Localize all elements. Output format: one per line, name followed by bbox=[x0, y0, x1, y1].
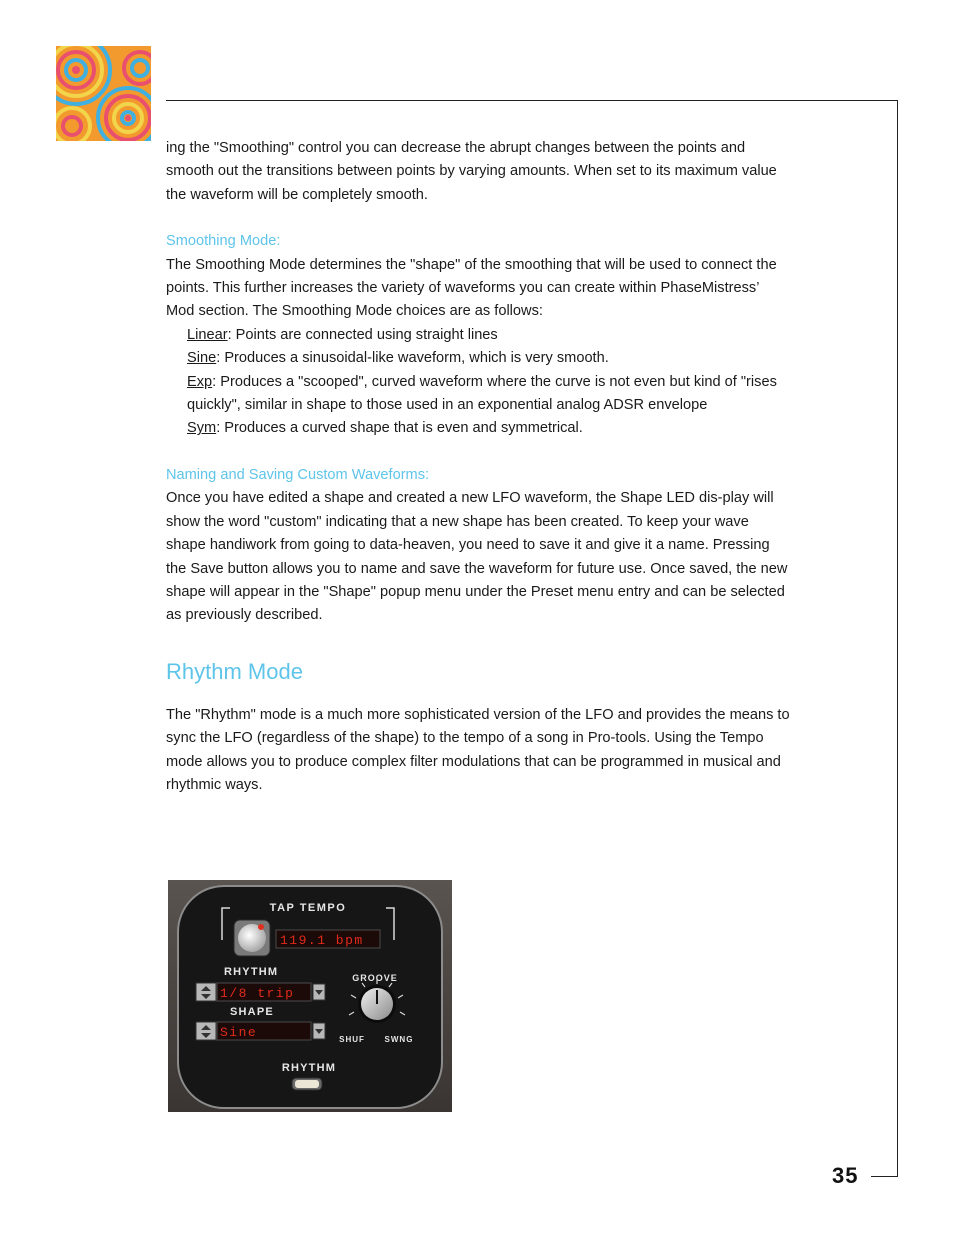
shape-stepper[interactable] bbox=[196, 1022, 216, 1040]
smoothing-mode-body: The Smoothing Mode determines the "shape" of the smoothing that will be used to connect the points. This further increases the variety of waveforms you can create within PhaseMistress’ Mod section. The Smoothing Mode choices are as follows: bbox=[166, 256, 777, 320]
tap-tempo-button[interactable] bbox=[234, 920, 270, 956]
rhythm-panel-image bbox=[168, 880, 452, 1112]
desc-exp: : Produces a "scooped", curved waveform where the curve is not even but kind of "rises quickly", similar in shape to those used in an exponential analog ADSR envelope bbox=[187, 373, 777, 414]
margin-rule bbox=[897, 100, 898, 1176]
list-item-exp bbox=[166, 371, 791, 418]
term-sine: Sine bbox=[187, 350, 217, 367]
rhythm-display: 1/8 trip bbox=[220, 986, 295, 1001]
footer-rule bbox=[871, 1176, 898, 1177]
swng-label: SWNG bbox=[384, 1035, 414, 1044]
intro-paragraph: ing the "Smoothing" control you can decrease the abrupt changes between the points and smooth out the transitions between points by varying amounts. When set to its maximum value the waveform will be completely smooth. bbox=[166, 140, 777, 203]
list-item-sym bbox=[166, 417, 791, 440]
desc-linear: : Points are connected using straight lines bbox=[227, 326, 498, 343]
term-sym: Sym bbox=[187, 420, 217, 437]
rhythm-dropdown-chevron-down-icon[interactable] bbox=[313, 984, 325, 1000]
rhythm-stepper[interactable] bbox=[196, 983, 216, 1001]
desc-sine: : Produces a sinusoidal-like waveform, which is very smooth. bbox=[216, 350, 609, 367]
rhythm-label: RHYTHM bbox=[224, 966, 279, 978]
page-number: 35 bbox=[832, 1163, 859, 1188]
shape-dropdown-chevron-down-icon[interactable] bbox=[313, 1023, 325, 1039]
list-item-linear bbox=[166, 324, 791, 347]
page-content bbox=[166, 137, 791, 797]
naming-saving-heading: Naming and Saving Custom Waveforms: bbox=[166, 466, 430, 483]
desc-sym: : Produces a curved shape that is even and symmetrical. bbox=[216, 420, 583, 437]
term-exp: Exp bbox=[187, 373, 213, 390]
rhythm-mode-heading: Rhythm Mode bbox=[166, 658, 303, 684]
header-rule bbox=[166, 100, 898, 101]
tap-tempo-label: TAP TEMPO bbox=[269, 902, 347, 914]
smoothing-mode-heading: Smoothing Mode: bbox=[166, 233, 281, 250]
list-item-sine bbox=[166, 347, 791, 370]
tempo-display: 119.1 bpm bbox=[280, 933, 364, 948]
shape-label: SHAPE bbox=[230, 1006, 274, 1018]
groove-label: GROOVE bbox=[352, 973, 398, 983]
shape-display: Sine bbox=[220, 1025, 258, 1040]
circles-logo bbox=[56, 46, 151, 141]
shuf-label: SHUF bbox=[339, 1035, 365, 1044]
naming-saving-body: Once you have edited a shape and created a new LFO waveform, the Shape LED dis-play will show the word "custom" indicating that a new shape has been created. To keep your wave shape handiwork from going to data-heaven, you need to save it and give it a name. Pressing the Save button allows you to name and save the waveform for future use. Once saved, the new shape will appear in the "Shape" popup menu under the Preset menu entry and can be selected as previously described. bbox=[166, 490, 788, 624]
term-linear: Linear bbox=[187, 326, 228, 343]
rhythm-toggle-label: RHYTHM bbox=[281, 1062, 337, 1074]
rhythm-mode-body: The "Rhythm" mode is a much more sophisticated version of the LFO and provides the means to sync the LFO (regardless of the shape) to the tempo of a song in Pro-tools. Using the Tempo mode allows you to produce complex filter modulations that can be programmed in musical and rhythmic ways. bbox=[166, 706, 790, 793]
rhythm-toggle-button[interactable] bbox=[292, 1078, 322, 1090]
